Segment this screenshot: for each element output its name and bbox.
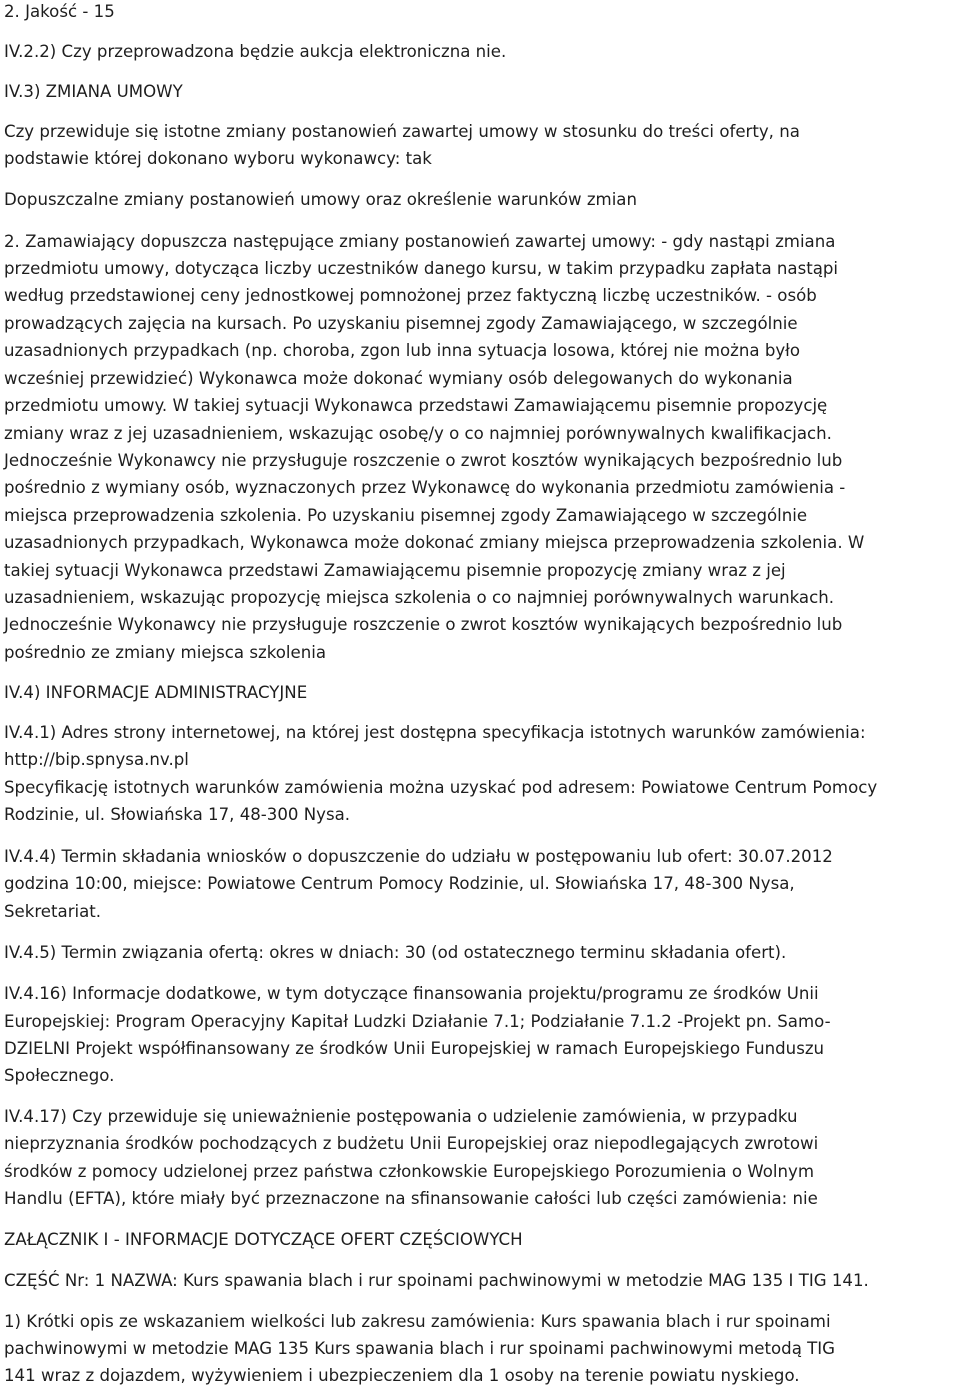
- paragraph-line: uzasadnieniem, wskazując propozycję miejsca szkolenia o co najmniej porównywalnych warunkach.: [4, 588, 834, 607]
- paragraph-line: nieprzyznania środków pochodzących z budżetu Unii Europejskiej oraz niepodlegających zwrotowi: [4, 1134, 819, 1153]
- paragraph-line: Sekretariat.: [4, 902, 102, 921]
- paragraph-line: prowadzących zajęcia na kursach. Po uzyskaniu pisemnej zgody Zamawiającego, w szczególnie: [4, 314, 798, 333]
- section-heading-admin-info: IV.4) INFORMACJE ADMINISTRACYJNE: [4, 683, 308, 702]
- section-heading-contract-change: IV.3) ZMIANA UMOWY: [4, 82, 183, 101]
- paragraph-line: Specyfikację istotnych warunków zamówienia można uzyskać pod adresem: Powiatowe Centrum Pomocy: [4, 778, 878, 797]
- electronic-auction-line: IV.2.2) Czy przeprowadzona będzie aukcja elektroniczna nie.: [4, 42, 507, 61]
- paragraph-line: miejsca przeprowadzenia szkolenia. Po uzyskaniu pisemnej zgody Zamawiającego w szczególnie: [4, 506, 808, 525]
- paragraph-line: środków z pomocy udzielonej przez państwa członkowskie Europejskiego Porozumienia o Wolnym: [4, 1162, 814, 1181]
- paragraph-line: 2. Zamawiający dopuszcza następujące zmiany postanowień zawartej umowy: - gdy nastąpi zmiana: [4, 232, 836, 251]
- subheading-allowed-changes: Dopuszczalne zmiany postanowień umowy oraz określenie warunków zmian: [4, 190, 637, 209]
- paragraph-line: IV.4.16) Informacje dodatkowe, w tym dotyczące finansowania projektu/programu ze środków Unii: [4, 984, 819, 1003]
- spec-url-link[interactable]: http://bip.spnysa.nv.pl: [4, 750, 189, 769]
- paragraph-line: uzasadnionych przypadkach, Wykonawca może dokonać zmiany miejsca przeprowadzenia szkolenia. W: [4, 533, 865, 552]
- criterion-quality-line: 2. Jakość - 15: [4, 2, 115, 21]
- paragraph-line: Europejskiej: Program Operacyjny Kapitał Ludzki Działanie 7.1; Podziałanie 7.1.2 -Projekt pn. Samo-: [4, 1012, 831, 1031]
- paragraph-line: zmiany wraz z jej uzasadnieniem, wskazując osobę/y o co najmniej porównywalnych kwalifikacjach.: [4, 424, 832, 443]
- paragraph-line: IV.4.5) Termin związania ofertą: okres w dniach: 30 (od ostatecznego terminu składania ofert).: [4, 943, 787, 962]
- paragraph-line: Rodzinie, ul. Słowiańska 17, 48-300 Nysa.: [4, 805, 351, 824]
- paragraph-line: Jednocześnie Wykonawcy nie przysługuje roszczenie o zwrot kosztów wynikających bezpośrednio lub: [4, 451, 843, 470]
- paragraph-line: takiej sytuacji Wykonawca przedstawi Zamawiającemu pisemnie propozycję zmiany wraz z jej: [4, 561, 786, 580]
- paragraph-line: DZIELNI Projekt współfinansowany ze środków Unii Europejskiej w ramach Europejskiego Funduszu: [4, 1039, 825, 1058]
- paragraph-line: przedmiotu umowy, dotycząca liczby uczestników danego kursu, w takim przypadku zapłata nastąpi: [4, 259, 839, 278]
- paragraph-line: Jednocześnie Wykonawcy nie przysługuje roszczenie o zwrot kosztów wynikających bezpośrednio lub: [4, 615, 843, 634]
- part-heading-line: CZĘŚĆ Nr: 1 NAZWA: Kurs spawania blach i rur spoinami pachwinowymi w metodzie MAG 135 I TIG 141.: [4, 1271, 869, 1290]
- paragraph-line: Czy przewiduje się istotne zmiany postanowień zawartej umowy w stosunku do treści oferty, na: [4, 122, 800, 141]
- section-heading-annex: ZAŁĄCZNIK I - INFORMACJE DOTYCZĄCE OFERT CZĘŚCIOWYCH: [4, 1230, 523, 1249]
- paragraph-line: uzasadnionych przypadkach (np. choroba, zgon lub inna sytuacja losowa, której nie można było: [4, 341, 801, 360]
- paragraph-line: Handlu (EFTA), które miały być przeznaczone na sfinansowanie całości lub części zamówienia: nie: [4, 1189, 818, 1208]
- paragraph-line: pachwinowymi w metodzie MAG 135 Kurs spawania blach i rur spoinami pachwinowymi metodą TIG: [4, 1339, 836, 1358]
- paragraph-line: pośrednio z wymiany osób, wyznaczonych przez Wykonawcę do wykonania przedmiotu zamówienia -: [4, 478, 846, 497]
- paragraph-line: IV.4.1) Adres strony internetowej, na której jest dostępna specyfikacja istotnych warunków zamówienia:: [4, 723, 866, 742]
- paragraph-line: 1) Krótki opis ze wskazaniem wielkości lub zakresu zamówienia: Kurs spawania blach i rur spoinami: [4, 1312, 831, 1331]
- paragraph-line: wcześniej przewidzieć) Wykonawca może dokonać wymiany osób delegowanych do wykonania: [4, 369, 793, 388]
- paragraph-line: pośrednio ze zmiany miejsca szkolenia: [4, 643, 326, 662]
- paragraph-line: IV.4.4) Termin składania wniosków o dopuszczenie do udziału w postępowaniu lub ofert: 30.07.2012: [4, 847, 833, 866]
- paragraph-line: według przedstawionej ceny jednostkowej pomnożonej przez faktyczną liczbę uczestników. - osób: [4, 286, 817, 305]
- paragraph-line: przedmiotu umowy. W takiej sytuacji Wykonawca przedstawi Zamawiającemu pisemnie propozycję: [4, 396, 828, 415]
- paragraph-line: IV.4.17) Czy przewiduje się unieważnienie postępowania o udzielenie zamówienia, w przypadku: [4, 1107, 798, 1126]
- paragraph-line: podstawie której dokonano wyboru wykonawcy: tak: [4, 149, 432, 168]
- paragraph-line: godzina 10:00, miejsce: Powiatowe Centrum Pomocy Rodzinie, ul. Słowiańska 17, 48-300 Nysa,: [4, 874, 795, 893]
- paragraph-line: 141 wraz z dojazdem, wyżywieniem i ubezpieczeniem dla 1 osoby na terenie powiatu nyskiego.: [4, 1366, 800, 1385]
- paragraph-line: Społecznego.: [4, 1066, 115, 1085]
